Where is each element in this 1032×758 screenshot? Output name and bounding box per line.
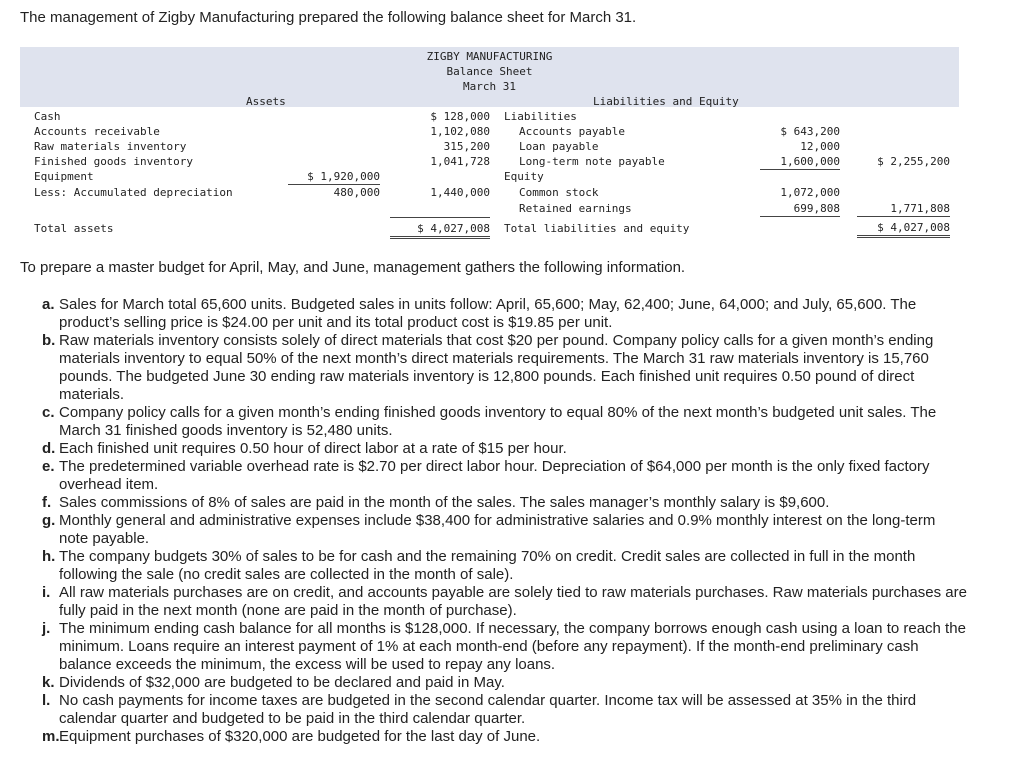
item-text: Sales for March total 65,600 units. Budgeted sales in units follow: April, 65,600; May, 62,400; June, 64,000; and July, 65,600. The product’s selling price is $24.00 per unit and its total product cost is $19.85 per unit. <box>59 296 917 331</box>
item-text: Company policy calls for a given month’s ending finished goods inventory to equal 80% of the next month’s budgeted unit sales. The March 31 finished goods inventory is 52,480 units. <box>59 404 937 439</box>
item-text: The predetermined variable overhead rate is $2.70 per direct labor hour. Depreciation of $64,000 per month is the only fixed factory overhead item. <box>59 458 930 493</box>
asset-sub-amount: 480,000 <box>288 184 380 200</box>
list-item <box>42 404 967 440</box>
item-text: The company budgets 30% of sales to be for cash and the remaining 70% on credit. Credit sales are collected in full in the month following the sale (no credit sales are collected in the month of sale). <box>59 548 916 583</box>
liability-amount: 12,000 <box>800 140 840 153</box>
liabilities-equity-header: Liabilities and Equity <box>593 95 739 108</box>
total-assets-amount: $ 4,027,008 <box>390 217 490 239</box>
item-label: g. <box>42 512 56 529</box>
item-label: i. <box>42 584 51 601</box>
asset-amount: 1,041,728 <box>430 155 490 168</box>
total-assets-label: Total assets <box>34 222 114 235</box>
list-item <box>42 296 967 332</box>
item-label: l. <box>42 692 51 709</box>
item-label: f. <box>42 494 52 511</box>
assets-header: Assets <box>246 95 286 108</box>
equity-item-label: Common stock <box>519 186 599 199</box>
liability-amount: $ 643,200 <box>780 125 840 138</box>
item-text: No cash payments for income taxes are budgeted in the second calendar quarter. Income tax will be assessed at 35% in the third calendar quarter and budgeted to be paid in the third calendar quarter. <box>59 692 917 727</box>
item-label: k. <box>42 674 55 691</box>
item-text: Sales commissions of 8% of sales are paid in the month of the sales. The sales manager’s monthly salary is $9,600. <box>59 494 830 511</box>
item-text: Equipment purchases of $320,000 are budgeted for the last day of June. <box>59 728 541 745</box>
asset-amount: 1,102,080 <box>430 125 490 138</box>
asset-amount: $ 128,000 <box>430 110 490 123</box>
item-label: d. <box>42 440 56 457</box>
item-text: Dividends of $32,000 are budgeted to be declared and paid in May. <box>59 674 505 691</box>
list-item <box>42 548 967 584</box>
asset-label: Finished goods inventory <box>34 155 193 168</box>
liability-amount: 1,600,000 <box>760 154 840 170</box>
sheet-date: March 31 <box>463 80 516 93</box>
list-item <box>42 512 967 548</box>
liability-label: Loan payable <box>519 140 599 153</box>
asset-sub-amount: $ 1,920,000 <box>307 170 380 183</box>
asset-label: Accounts receivable <box>34 125 160 138</box>
total-liabilities-equity-amount: $ 4,027,008 <box>857 220 950 238</box>
list-item <box>42 728 967 746</box>
equity-amount: 699,808 <box>760 201 840 217</box>
item-text: Each finished unit requires 0.50 hour of direct labor at a rate of $15 per hour. <box>59 440 567 457</box>
item-label: j. <box>42 620 51 637</box>
asset-label: Raw materials inventory <box>34 140 187 153</box>
list-item <box>42 458 967 494</box>
list-item <box>42 332 967 404</box>
list-item <box>42 494 967 512</box>
item-text: Raw materials inventory consists solely of direct materials that cost $20 per pound. Company policy calls for a given month’s ending materials inventory to equal 50% of the next month’s direct materials requirements. The March 31 raw materials inventory is 15,760 pounds. The budgeted June 30 ending raw materials inventory is 12,800 pounds. Each finished unit requires 0.50 pound of direct materials. <box>59 332 934 403</box>
budget-intro-text: To prepare a master budget for April, May, and June, management gathers the following information. <box>20 259 686 276</box>
asset-label: Equipment <box>34 170 94 183</box>
asset-label: Cash <box>34 110 61 123</box>
list-item <box>42 440 967 458</box>
item-label: h. <box>42 548 56 565</box>
intro-text: The management of Zigby Manufacturing prepared the following balance sheet for March 31. <box>20 9 637 26</box>
company-name: ZIGBY MANUFACTURING <box>426 50 553 63</box>
item-label: c. <box>42 404 55 421</box>
equity-item-label: Retained earnings <box>519 202 632 215</box>
total-liabilities-amount: $ 2,255,200 <box>877 155 950 168</box>
liabilities-label: Liabilities <box>504 110 577 123</box>
equity-amount: 1,072,000 <box>780 186 840 199</box>
item-label: e. <box>42 458 55 475</box>
asset-label: Less: Accumulated depreciation <box>34 186 233 199</box>
sheet-title: Balance Sheet <box>446 65 533 78</box>
list-item <box>42 674 967 692</box>
item-text: Monthly general and administrative expenses include $38,400 for administrative salaries and 0.9% monthly interest on the long-term note payable. <box>59 512 936 547</box>
liability-label: Accounts payable <box>519 125 625 138</box>
liability-label: Long-term note payable <box>519 155 665 168</box>
asset-amount: 315,200 <box>443 140 490 153</box>
item-text: The minimum ending cash balance for all months is $128,000. If necessary, the company borrows enough cash using a loan to reach the minimum. Loans require an interest payment of 1% at each month-end (before any repayment). If the month-end preliminary cash balance exceeds the minimum, the excess will be used to repay any loans. <box>59 620 966 673</box>
budget-information-list <box>42 296 967 746</box>
list-item <box>42 692 967 728</box>
asset-amount: 1,440,000 <box>430 186 490 199</box>
list-item <box>42 620 967 674</box>
item-label: a. <box>42 296 55 313</box>
item-text: All raw materials purchases are on credit, and accounts payable are solely tied to raw materials purchases. Raw materials purchases are fully paid in the next month (none are paid in the month of purchase). <box>59 584 967 619</box>
total-liabilities-equity-label: Total liabilities and equity <box>504 222 690 235</box>
balance-sheet <box>20 47 959 240</box>
item-label: m. <box>42 728 60 745</box>
equity-label: Equity <box>504 170 544 183</box>
list-item <box>42 584 967 620</box>
item-label: b. <box>42 332 56 349</box>
total-equity-amount: 1,771,808 <box>857 201 950 217</box>
